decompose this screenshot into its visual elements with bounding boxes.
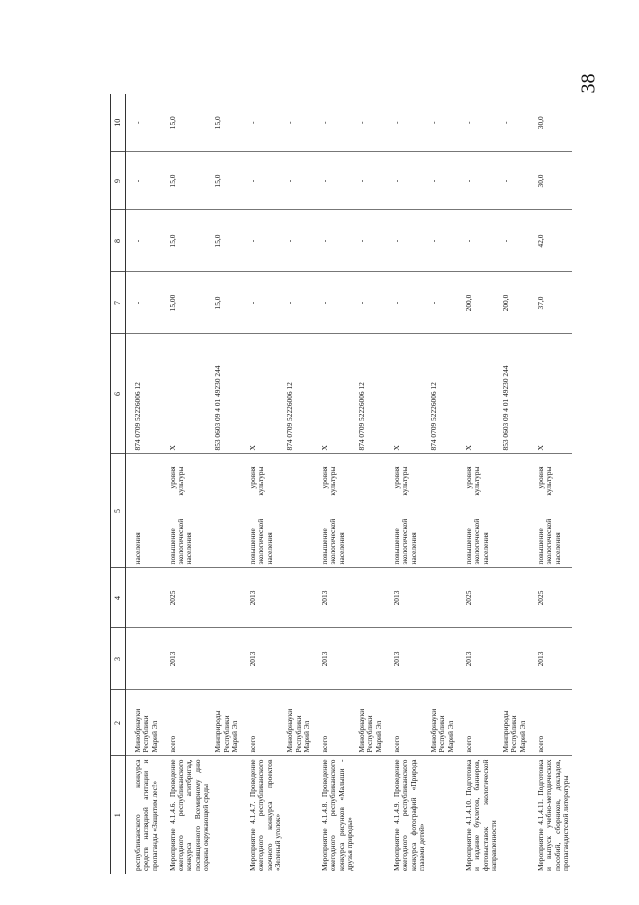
table-cell-col-7: -	[313, 272, 356, 334]
table-cell-col-6: 853 0603 09 4 01 49230 244	[212, 334, 241, 454]
table-cell-col-6: Х	[241, 334, 284, 454]
table-cell-col-10: -	[428, 94, 457, 152]
goal-text-level: уровня культуры	[392, 466, 410, 496]
table-cell-col-5	[212, 454, 241, 568]
table-cell-col-9: -	[356, 152, 385, 210]
table-cell-col-10: -	[241, 94, 284, 152]
goal-text-level: уровня культуры	[167, 466, 186, 496]
table-cell-col-3: 2013	[457, 628, 500, 690]
table-cell-col-6: 874 0709 52226006 12	[284, 334, 313, 454]
table-cell-col-9: -	[284, 152, 313, 210]
table-cell-col-3: 2013	[385, 628, 428, 690]
table-cell-col-7: -	[428, 272, 457, 334]
rotated-table-sheet	[110, 94, 570, 874]
table-cell-col-10: -	[385, 94, 428, 152]
table-cell-col-8: -	[241, 210, 284, 272]
table-body	[126, 94, 573, 874]
table-row	[500, 94, 529, 874]
table-cell-col-2: всего	[529, 690, 572, 756]
table-cell-col-8: -	[356, 210, 385, 272]
table-row	[284, 94, 313, 874]
table-cell-col-7: 15,00	[161, 272, 212, 334]
table-cell-col-3	[428, 628, 457, 690]
table-cell-col-4	[212, 568, 241, 628]
table-cell-col-4: 2025	[529, 568, 572, 628]
table-cell-col-1: Мероприятие 4.1.4.8. Проведение ежегодного республиканского конкурса рисунков «Малыши - друзья природы»	[320, 759, 354, 871]
table-cell-col-5	[241, 454, 284, 568]
table-cell-col-1: Мероприятие 4.1.4.10. Подготовка и издание буклетов, баннеров, фотовыставок экологической направленности	[464, 759, 498, 871]
table-cell-col-5	[313, 454, 356, 568]
table-row	[457, 94, 500, 874]
table-cell-col-9: -	[500, 152, 529, 210]
table-cell-col-8: -	[428, 210, 457, 272]
table-cell-col-8: 15,0	[212, 210, 241, 272]
table-cell-col-4	[428, 568, 457, 628]
table-cell-col-2: всего	[161, 690, 212, 756]
table-cell-col-9: 15,0	[161, 152, 212, 210]
table-cell-col-6: Х	[161, 334, 212, 454]
table-cell-col-5	[457, 454, 500, 568]
table-cell-col-10: -	[126, 94, 161, 152]
table-cell-col-7: -	[356, 272, 385, 334]
table-cell-col-6: 874 0709 52226006 12	[356, 334, 385, 454]
header-cell: 10	[111, 94, 126, 152]
table-cell-col-7: 200,0	[457, 272, 500, 334]
table-row	[529, 94, 572, 874]
table-cell-col-5	[385, 454, 428, 568]
budget-table	[110, 94, 572, 874]
table-cell-col-6: Х	[529, 334, 572, 454]
table-cell-col-5	[356, 454, 385, 568]
table-cell-col-3: 2013	[529, 628, 572, 690]
table-cell-col-2: Минобрнауки Республики Марий Эл	[126, 690, 161, 756]
table-cell-col-6: 874 0709 52226006 12	[126, 334, 161, 454]
table-cell-col-6: Х	[385, 334, 428, 454]
table-cell-col-9: -	[313, 152, 356, 210]
table-cell-col-6: 853 0603 09 4 01 49230 244	[500, 334, 529, 454]
table-cell-col-3	[212, 628, 241, 690]
table-cell-col-10: -	[284, 94, 313, 152]
table-cell-col-8: 15,0	[161, 210, 212, 272]
table-cell-col-3	[284, 628, 313, 690]
table-cell-col-9: 15,0	[212, 152, 241, 210]
table-cell-col-10: -	[500, 94, 529, 152]
table-cell-col-7: 37,0	[529, 272, 572, 334]
table-cell-col-2: Минприроды Республики Марий Эл	[500, 690, 529, 756]
table-cell-col-1: Мероприятие 4.1.4.6. Проведение ежегодного республиканского конкурса агитбригад, посвященного Всемирному дню охраны окружающей среды	[167, 759, 210, 871]
table-cell-col-10: -	[356, 94, 385, 152]
table-cell-col-7: -	[284, 272, 313, 334]
goal-text: повышение экологической населения	[392, 518, 418, 565]
goal-text: населения	[133, 532, 142, 565]
table-cell-col-2: всего	[313, 690, 356, 756]
table-cell-col-4	[500, 568, 529, 628]
table-row	[161, 94, 212, 874]
table-cell-col-1	[428, 756, 457, 874]
table-cell-col-4: 2013	[385, 568, 428, 628]
goal-text-level: уровня культуры	[464, 466, 482, 496]
table-cell-col-8: -	[457, 210, 500, 272]
table-cell-col-3: 2013	[161, 628, 212, 690]
table-cell-col-1: Мероприятие 4.1.4.11. Подготовка и выпуск учебно-методических пособий, сборников, докладов, пропагандистской литературы	[535, 759, 570, 871]
header-cell: 3	[111, 628, 126, 690]
table-cell-col-4: 2013	[241, 568, 284, 628]
header-cell: 5	[111, 454, 126, 568]
table-row	[356, 94, 385, 874]
table-row	[212, 94, 241, 874]
table-cell-col-3	[356, 628, 385, 690]
table-cell-col-6: 874 0709 52226006 12	[428, 334, 457, 454]
table-row	[313, 94, 356, 874]
table-cell-col-5	[126, 454, 161, 568]
table-cell-col-4: 2025	[161, 568, 212, 628]
table-cell-col-3	[126, 628, 161, 690]
table-cell-col-10: 15,0	[161, 94, 212, 152]
table-cell-col-4	[126, 568, 161, 628]
table-cell-col-8: -	[500, 210, 529, 272]
table-cell-col-7: 200,0	[500, 272, 529, 334]
goal-text: повышение экологической населения	[248, 518, 274, 565]
table-cell-col-2: всего	[457, 690, 500, 756]
table-cell-col-8: -	[284, 210, 313, 272]
table-cell-col-5	[428, 454, 457, 568]
header-cell: 1	[111, 756, 126, 874]
table-row	[385, 94, 428, 874]
header-cell: 9	[111, 152, 126, 210]
table-cell-col-1: Мероприятие 4.1.4.9. Проведение ежегодного республиканского конкурса фотографий «Природа глазами детей»	[392, 759, 426, 871]
goal-text-level: уровня культуры	[248, 466, 266, 496]
table-cell-col-5	[500, 454, 529, 568]
table-cell-col-2: всего	[241, 690, 284, 756]
header-cell: 4	[111, 568, 126, 628]
table-cell-col-1	[212, 756, 241, 874]
header-cell: 6	[111, 334, 126, 454]
table-cell-col-9: -	[126, 152, 161, 210]
table-cell-col-4	[356, 568, 385, 628]
table-cell-col-2: всего	[385, 690, 428, 756]
table-row	[241, 94, 284, 874]
table-cell-col-7: -	[241, 272, 284, 334]
table-cell-col-5	[161, 454, 212, 568]
table-cell-col-5	[529, 454, 572, 568]
table-cell-col-10: -	[457, 94, 500, 152]
table-cell-col-4: 2025	[457, 568, 500, 628]
table-cell-col-6: Х	[457, 334, 500, 454]
table-cell-col-9: -	[428, 152, 457, 210]
header-cell: 2	[111, 690, 126, 756]
table-row	[428, 94, 457, 874]
table-cell-col-2: Минобрнауки Республики Марий Эл	[284, 690, 313, 756]
table-cell-col-7: -	[385, 272, 428, 334]
table-cell-col-9: 30,0	[529, 152, 572, 210]
table-cell-col-2: Минобрнауки Республики Марий Эл	[356, 690, 385, 756]
table-cell-col-10: 15,0	[212, 94, 241, 152]
goal-text-level: уровня культуры	[320, 466, 338, 496]
table-cell-col-1	[356, 756, 385, 874]
table-cell-col-2: Минприроды Республики Марий Эл	[212, 690, 241, 756]
table-cell-col-9: -	[241, 152, 284, 210]
table-cell-col-8: 42,0	[529, 210, 572, 272]
goal-text-level: уровня культуры	[535, 466, 554, 496]
goal-text: повышение экологической населения	[320, 518, 346, 565]
table-cell-col-2: Минобрнауки Республики Марий Эл	[428, 690, 457, 756]
table-cell-col-6: Х	[313, 334, 356, 454]
table-cell-col-8: -	[313, 210, 356, 272]
table-cell-col-9: -	[457, 152, 500, 210]
page-number: 38	[577, 73, 600, 94]
table-cell-col-9: -	[385, 152, 428, 210]
table-row	[126, 94, 161, 874]
table-cell-col-1	[284, 756, 313, 874]
table-cell-col-3: 2013	[241, 628, 284, 690]
table-cell-col-1	[500, 756, 529, 874]
table-cell-col-5	[284, 454, 313, 568]
goal-text: повышение экологической населения	[535, 518, 562, 565]
table-cell-col-7: 15,0	[212, 272, 241, 334]
header-cell: 7	[111, 272, 126, 334]
table-cell-col-1: республиканского конкурса средств наглядной агитации и пропаганды «Защитим лес!»	[133, 759, 159, 871]
table-cell-col-8: -	[385, 210, 428, 272]
table-cell-col-4	[284, 568, 313, 628]
table-cell-col-3: 2013	[313, 628, 356, 690]
table-cell-col-4: 2013	[313, 568, 356, 628]
table-cell-col-7: -	[126, 272, 161, 334]
goal-text: повышение экологической населения	[167, 518, 194, 565]
header-row	[111, 94, 126, 874]
table-cell-col-3	[500, 628, 529, 690]
table-cell-col-8: -	[126, 210, 161, 272]
table-cell-col-1: Мероприятие 4.1.4.7. Проведение ежегодного республиканского заочного конкурса проектов «Зеленый уголок»	[248, 759, 282, 871]
table-cell-col-10: -	[313, 94, 356, 152]
goal-text: повышение экологической населения	[464, 518, 490, 565]
header-cell: 8	[111, 210, 126, 272]
table-cell-col-10: 30,0	[529, 94, 572, 152]
